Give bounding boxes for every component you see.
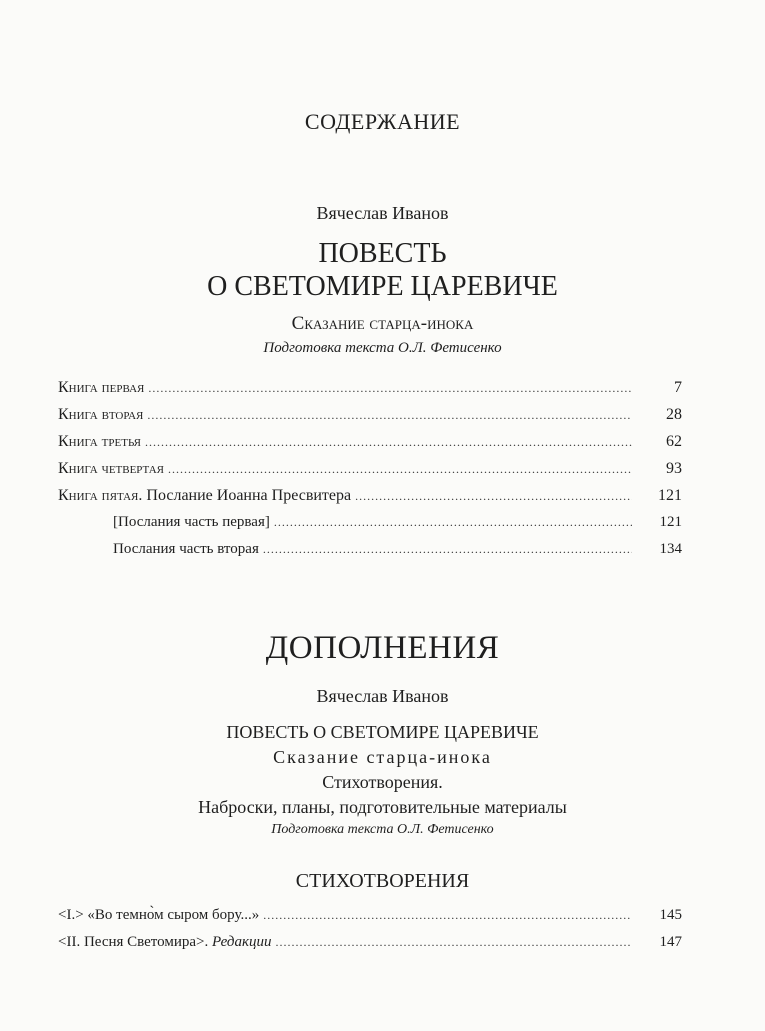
toc-entry-poem-1 — [58, 907, 682, 929]
toc-page-number: 147 — [659, 934, 682, 950]
addendum-preparation-credit: Подготовка текста О.Л. Фетисенко — [271, 822, 494, 837]
toc-page-number: 93 — [666, 460, 682, 477]
toc-page-number: 145 — [659, 907, 682, 923]
toc-entry-label-rest: . Послание Иоанна Пресвитера — [138, 487, 352, 504]
toc-entry-label: Книга первая — [58, 379, 145, 396]
addendum-poems-label: Стихотворения. — [322, 772, 443, 792]
toc-entry-epistle-part-2 — [113, 541, 682, 563]
addendum-subtitle: Сказание старца-инока — [273, 747, 492, 767]
leader-dots — [145, 435, 632, 450]
leader-dots — [263, 908, 632, 923]
toc-entry-book-3 — [58, 433, 682, 455]
poems-heading: СТИХОТВОРЕНИЯ — [295, 870, 470, 892]
toc-entry-label: Книга третья — [58, 433, 142, 450]
main-title-line2: О СВЕТОМИРЕ ЦАРЕВИЧЕ — [207, 271, 558, 302]
main-title-line1: ПОВЕСТЬ — [318, 238, 447, 269]
toc-entry-book-4 — [58, 460, 682, 482]
leader-dots — [147, 408, 632, 423]
leader-dots — [168, 462, 632, 477]
leader-dots — [276, 935, 632, 950]
leader-dots — [263, 542, 632, 557]
toc-entry-book-1 — [58, 379, 682, 401]
addendum-author: Вячеслав Иванов — [316, 686, 449, 706]
toc-entry-book-5 — [58, 487, 682, 509]
addendum-title: ПОВЕСТЬ О СВЕТОМИРЕ ЦАРЕВИЧЕ — [226, 722, 539, 742]
addendum-heading: ДОПОЛНЕНИЯ — [265, 630, 500, 666]
toc-entry-label-italic: Редакции — [212, 934, 272, 950]
leader-dots — [148, 381, 632, 396]
leader-dots — [355, 489, 632, 504]
main-preparation-credit: Подготовка текста О.Л. Фетисенко — [263, 340, 502, 356]
toc-entry-label: Книга вторая — [58, 406, 144, 423]
addendum-sketches-label: Наброски, планы, подготовительные материалы — [198, 797, 567, 817]
toc-entry-label: [Послания часть первая] — [113, 514, 270, 530]
toc-entry-epistle-part-1 — [113, 514, 682, 536]
toc-page-number: 121 — [659, 514, 682, 530]
leader-dots — [274, 515, 632, 530]
toc-entry-label-main: <II. Песня Светомира>. — [58, 934, 213, 950]
toc-entry-label: Книга четвертая — [58, 460, 165, 477]
toc-page-number: 121 — [658, 487, 682, 504]
toc-entry-label: <I.> «Во темно̀м сыром бору...» — [58, 907, 260, 923]
contents-heading: СОДЕРЖАНИЕ — [304, 109, 461, 134]
toc-entry-label — [58, 487, 355, 505]
toc-page-number: 7 — [674, 379, 682, 396]
main-author: Вячеслав Иванов — [316, 203, 449, 223]
toc-entry-poem-2 — [58, 934, 682, 956]
toc-entry-label: Послания часть вторая — [113, 541, 259, 557]
toc-page-number: 28 — [666, 406, 682, 423]
toc-entry-label — [58, 934, 276, 951]
toc-entry-book-2 — [58, 406, 682, 428]
toc-page-number: 62 — [666, 433, 682, 450]
toc-page-number: 134 — [659, 541, 682, 557]
main-subtitle: Сказание старца-инока — [291, 313, 474, 334]
toc-entry-label-smallcaps: Книга пятая — [58, 487, 139, 504]
